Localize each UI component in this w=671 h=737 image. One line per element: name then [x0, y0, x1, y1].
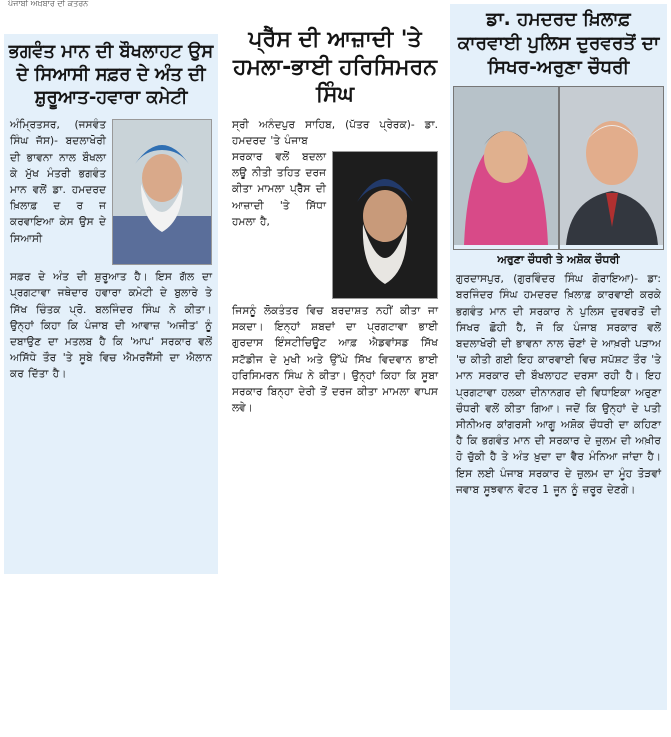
article-right — [450, 4, 667, 710]
article-middle-wrap-text: ਸਰਕਾਰ ਵਲੋਂ ਬਦਲਾ ਲਊ ਨੀਤੀ ਤਹਿਤ ਦਰਜ ਕੀਤਾ ਮਾਮਲਾ ਪ੍ਰੈੱਸ ਦੀ ਆਜ਼ਾਦੀ 'ਤੇ ਸਿੱਧਾ ਹਮਲਾ ਹੈ, — [232, 150, 326, 228]
article-middle-body: ਜਿਸਨੂੰ ਲੋਕਤੰਤਰ ਵਿਚ ਬਰਦਾਸ਼ਤ ਨਹੀਂ ਕੀਤਾ ਜਾ ਸਕਦਾ। ਇਨ੍ਹਾਂ ਸ਼ਬਦਾਂ ਦਾ ਪ੍ਰਗਟਾਵਾ ਭਾਈ ਗੁਰਦਾਸ ਇੰਸਟੀਚਿਊਟ ਆਫ਼ ਐਡਵਾਂਸਡ ਸਿੱਖ ਸਟੱਡੀਜ ਦੇ ਮੁਖੀ ਅਤੇ ਉੱਘੇ ਸਿੱਖ ਵਿਦਵਾਨ ਭਾਈ ਹਰਿਸਿਮਰਨ ਸਿੰਘ ਨੇ ਕੀਤਾ। ਉਨ੍ਹਾਂ ਕਿਹਾ ਕਿ ਸੂਬਾ ਸਰਕਾਰ ਬਿਨ੍ਹਾ ਦੇਰੀ ਤੋਂ ਦਰਜ ਕੀਤਾ ਮਾਮਲਾ ਵਾਪਸ ਲਵੇ। — [232, 304, 438, 415]
article-middle-lead: ਸ੍ਰੀ ਅਨੰਦਪੁਰ ਸਾਹਿਬ, (ਪੱਤਰ ਪ੍ਰੇਰਕ)- ਡਾ. ਹਮਦਰਦ 'ਤੇ ਪੰਜਾਬ — [232, 118, 438, 147]
portrait-photo-aruna-chaudhary — [453, 86, 559, 250]
article-middle-headline: ਪ੍ਰੈੱਸ ਦੀ ਆਜ਼ਾਦੀ 'ਤੇ ਹਮਲਾ-ਭਾਈ ਹਰਿਸਿਮਰਨ ਸਿੰਘ — [233, 27, 437, 107]
article-left-lead-text: ਅੰਮ੍ਰਿਤਸਰ, (ਜਸਵੰਤ ਸਿੰਘ ਜੱਸ)- ਬਦਲਾਖੋਰੀ ਦੀ ਭਾਵਨਾ ਨਾਲ ਬੌਖਲਾ ਕੇ ਮੁੱਖ ਮੰਤਰੀ ਭਗਵੰਤ ਮਾਨ ਵਲੋਂ ਡਾ. ਹਮਦਰਦ ਖ਼ਿਲਾਫ਼ ਦ ਰ ਜ ਕਰਵਾਇਆ ਕੇਸ ਉਸ ਦੇ ਸਿਆਸੀ — [10, 119, 106, 245]
portrait-photo-harisimran-singh — [332, 151, 438, 299]
portrait-photo-ashok-chaudhary — [559, 86, 665, 250]
article-right-photos — [450, 86, 667, 250]
article-left — [4, 34, 218, 574]
article-left-lead — [4, 117, 218, 247]
article-left-headline: ਭਗਵੰਤ ਮਾਨ ਦੀ ਬੌਖਲਾਹਟ ਉਸ ਦੇ ਸਿਆਸੀ ਸਫ਼ਰ ਦੇ ਅੰਤ ਦੀ ਸ਼ੁਰੂਆਤ-ਹਵਾਰਾ ਕਮੇਟੀ — [8, 41, 214, 109]
article-middle — [226, 20, 444, 600]
article-left-body: ਸਫ਼ਰ ਦੇ ਅੰਤ ਦੀ ਸ਼ੁਰੂਆਤ ਹੈ। ਇਸ ਗੱਲ ਦਾ ਪ੍ਰਗਟਾਵਾ ਜਥੇਦਾਰ ਹਵਾਰਾ ਕਮੇਟੀ ਦੇ ਬੁਲਾਰੇ ਤੇ ਸਿੱਖ ਚਿੰਤਕ ਪ੍ਰੋ. ਬਲਜਿੰਦਰ ਸਿੰਘ ਨੇ ਕੀਤਾ। ਉਨ੍ਹਾਂ ਕਿਹਾ ਕਿ ਪੰਜਾਬ ਦੀ ਆਵਾਜ਼ 'ਅਜੀਤ' ਨੂੰ ਦਬਾਉਣ ਦਾ ਮਤਲਬ ਹੈ ਕਿ 'ਆਪ' ਸਰਕਾਰ ਵਲੋਂ ਅਸਿੱਧੇ ਤੌਰ 'ਤੇ ਸੂਬੇ ਵਿਚ ਐਮਰਜੈਂਸੀ ਦਾ ਐਲਾਨ ਕਰ ਦਿੱਤਾ ਹੈ। — [10, 271, 212, 381]
portrait-photo-baljinder-singh — [112, 119, 212, 265]
previous-clipping-strip: ਪੰਜਾਬੀ ਅਖ਼ਬਾਰ ਦੀ ਕਤਰਨ — [8, 0, 89, 8]
article-right-body: ਗੁਰਦਾਸਪੁਰ, (ਗੁਰਵਿੰਦਰ ਸਿੰਘ ਗੋਰਾਇਆ)- ਡਾ: ਬਰਜਿੰਦਰ ਸਿੰਘ ਹਮਦਰਦ ਖ਼ਿਲਾਫ਼ ਕਾਰਵਾਈ ਕਰਕੇ ਭਗਵੰਤ ਮਾਨ ਦੀ ਸਰਕਾਰ ਨੇ ਪੁਲਿਸ ਦੁਰਵਰਤੋਂ ਦੀ ਸਿਖਰ ਛੋਹੀ ਹੈ, ਜੋ ਕਿ ਪੰਜਾਬ ਸਰਕਾਰ ਵਲੋਂ ਬਦਲਾਖੋਰੀ ਦੀ ਭਾਵਨਾ ਨਾਲ ਚੋਣਾਂ ਦੇ ਆਖ਼ਰੀ ਪੜਾਅ 'ਚ ਕੀਤੀ ਗਈ ਇਹ ਕਾਰਵਾਈ ਵਿਚ ਸਪੱਸ਼ਟ ਤੌਰ 'ਤੇ ਮਾਨ ਸਰਕਾਰ ਦੀ ਬੌਖਲਾਹਟ ਦਰਸਾ ਰਹੀ ਹੈ। ਇਹ ਪ੍ਰਗਟਾਵਾ ਹਲਕਾ ਦੀਨਾਨਗਰ ਦੀ ਵਿਧਾਇਕਾ ਅਰੁਣਾ ਚੌਧਰੀ ਵਲੋਂ ਕੀਤਾ ਗਿਆ। ਜਦੋਂ ਕਿ ਉਨ੍ਹਾਂ ਦੇ ਪਤੀ ਸੀਨੀਅਰ ਕਾਂਗਰਸੀ ਆਗੂ ਅਸ਼ੋਕ ਚੌਧਰੀ ਦਾ ਕਹਿਣਾ ਹੈ ਕਿ ਭਗਵੰਤ ਮਾਨ ਦੀ ਸਰਕਾਰ ਦੇ ਜ਼ੁਲਮ ਦੀ ਅਖ਼ੀਰ ਹੋ ਚੁੱਕੀ ਹੈ ਤੇ ਅੰਤ ਖ਼ੁਦਾ ਦਾ ਵੈਰ ਮੰਨਿਆ ਜਾਂਦਾ ਹੈ। ਇਸ ਲਈ ਪੰਜਾਬ ਸਰਕਾਰ ਦੇ ਜ਼ੁਲਮ ਦਾ ਮੂੰਹ ਤੋੜਵਾਂ ਜਵਾਬ ਸੂਝਵਾਨ ਵੋਟਰ 1 ਜੂਨ ਨੂੰ ਜ਼ਰੂਰ ਦੇਣਗੇ। — [456, 273, 661, 496]
article-right-headline: ਡਾ. ਹਮਦਰਦ ਖ਼ਿਲਾਫ਼ ਕਾਰਵਾਈ ਪੁਲਿਸ ਦੁਰਵਰਤੋਂ ਦਾ ਸਿਖਰ-ਅਰੁਣਾ ਚੌਧਰੀ — [457, 9, 660, 79]
article-middle-wrap — [226, 149, 444, 230]
photos-caption: ਅਰੁਣਾ ਚੌਧਰੀ ਤੇ ਅਸ਼ੋਕ ਚੌਧਰੀ — [497, 253, 620, 267]
